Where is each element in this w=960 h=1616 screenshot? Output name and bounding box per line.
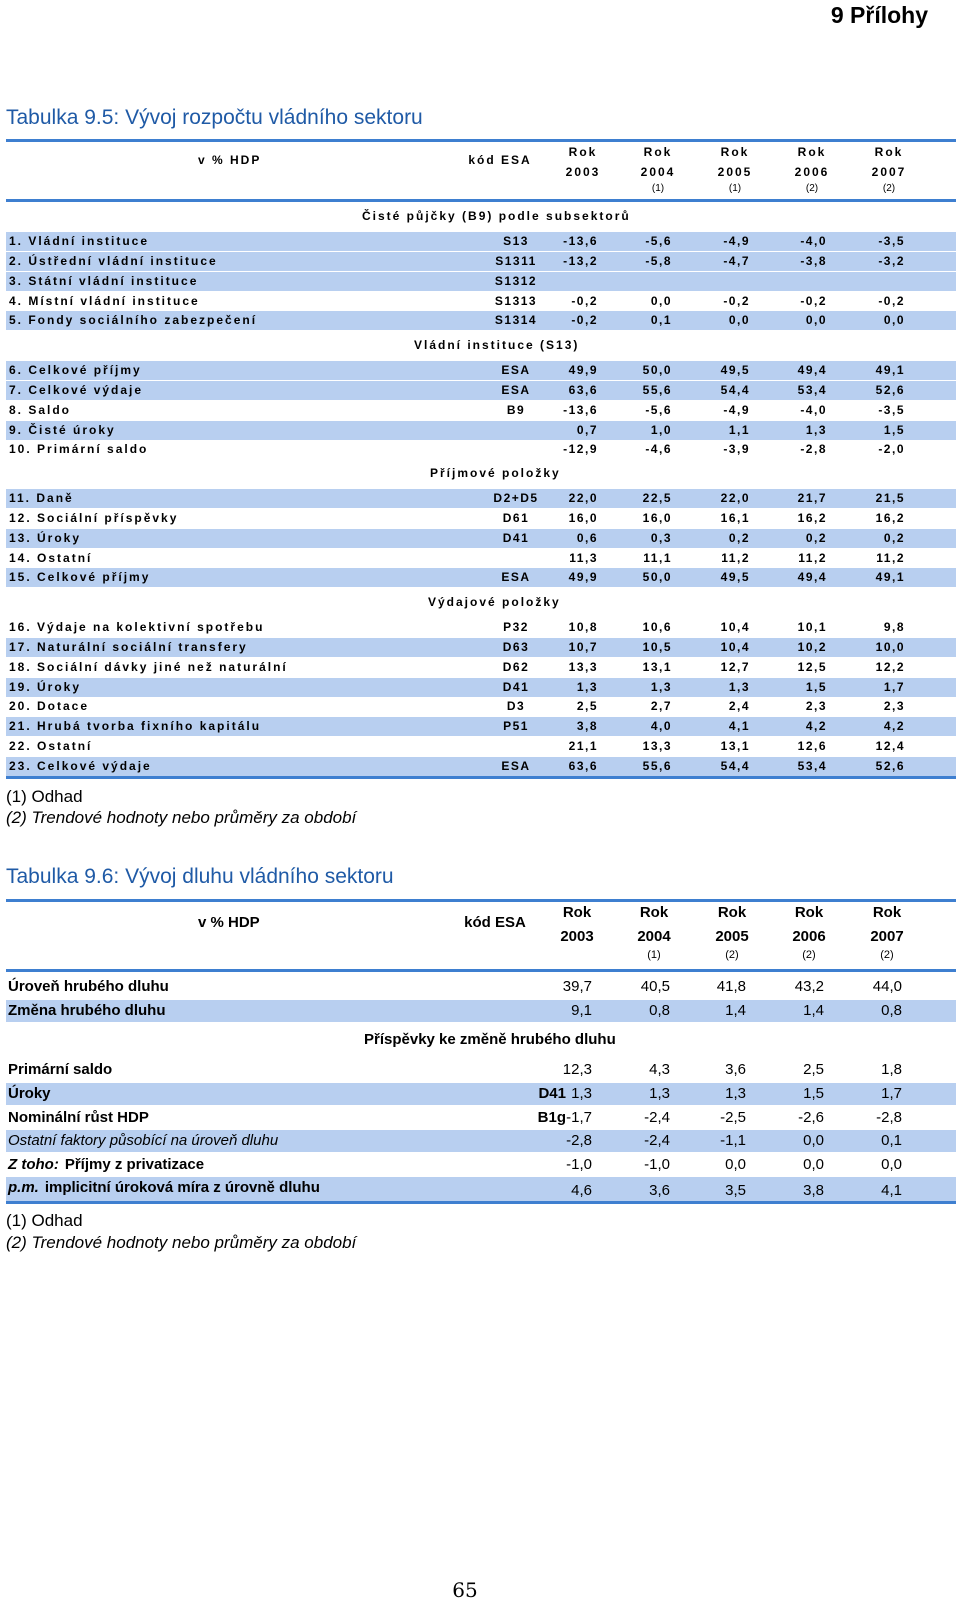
row-value: 2,5 [803, 1061, 824, 1078]
row-esa-code: S1314 [494, 313, 538, 328]
row-value: 4,1 [728, 719, 750, 734]
row-value: 2,3 [805, 699, 827, 714]
year-rok-label: Rok [794, 904, 824, 921]
row-value: 0,8 [881, 1001, 902, 1019]
row-value: 3,8 [803, 1182, 824, 1199]
table-row [6, 529, 956, 548]
table-row [6, 1130, 956, 1152]
table-row [6, 1177, 956, 1201]
row-value: 53,4 [797, 758, 827, 773]
row-value: 4,6 [571, 1182, 592, 1199]
row-esa-code: P51 [503, 719, 529, 734]
row-esa-code: S1311 [495, 253, 537, 268]
row-value: 11,2 [798, 550, 827, 565]
row-label: 4. Místní vládní instituce [9, 293, 200, 308]
row-label: 1. Vládní instituce [9, 234, 150, 248]
row-value: 50,0 [642, 570, 672, 585]
row-value: -5,8 [645, 253, 672, 268]
row-value: 1,3 [728, 679, 750, 694]
row-label: Ostatní faktory působící na úroveň dluhu [8, 1132, 279, 1150]
row-value: 0,2 [728, 530, 750, 545]
row-value: 49,4 [797, 363, 827, 377]
year-rok-label: Rok [568, 145, 598, 159]
row-value: 1,4 [725, 1001, 746, 1019]
row-esa-code: ESA [501, 363, 531, 377]
row-value: 1,0 [650, 422, 672, 437]
row-value: -2,0 [878, 442, 905, 457]
row-value: 0,0 [650, 293, 672, 308]
t2-header-rule [6, 969, 956, 972]
row-value: -3,8 [800, 253, 827, 268]
row-value: 2,7 [650, 699, 672, 714]
row-value: 2,4 [728, 699, 750, 714]
table-row [6, 618, 956, 637]
table-row [6, 976, 956, 998]
section-heading-text: Vládní instituce (S13) [414, 338, 580, 352]
row-label: 22. Ostatní [9, 739, 93, 754]
row-label: Změna hrubého dluhu [8, 1001, 166, 1019]
table-row [6, 381, 956, 400]
table-row [6, 272, 956, 291]
row-value: 49,9 [568, 570, 598, 585]
row-value: -1,0 [644, 1156, 670, 1173]
row-value: -2,4 [644, 1132, 670, 1150]
row-value: 0,0 [803, 1132, 824, 1150]
row-value: -4,7 [723, 253, 750, 268]
row-value: 0,0 [883, 313, 905, 328]
row-value: 4,2 [883, 719, 905, 734]
section-heading [6, 466, 956, 486]
table-row [6, 658, 956, 677]
row-value: 1,5 [803, 1084, 824, 1102]
row-value: -3,2 [878, 253, 905, 268]
row-value: 10,8 [568, 620, 598, 634]
table-9-5-title: Tabulka 9.5: Vývoj rozpočtu vládního sektoru [6, 106, 423, 129]
table-row [6, 440, 956, 459]
row-esa-code: D62 [502, 659, 530, 674]
year-value: 2004 [640, 165, 676, 179]
table-row [6, 232, 956, 251]
t1-header-label: v % HDP [198, 153, 262, 167]
year-rok-label: Rok [639, 904, 669, 921]
year-note: (2) [882, 183, 896, 194]
table-9-5-top-rule [6, 139, 956, 142]
row-label: 10. Primární saldo [9, 442, 149, 457]
t2-footnote-1: (1) Odhad [6, 1211, 83, 1230]
row-value: 21,5 [875, 491, 905, 505]
row-value: -2,5 [720, 1108, 746, 1126]
year-note: (1) [728, 183, 742, 194]
row-label [8, 1179, 320, 1196]
row-value: 52,6 [875, 382, 905, 397]
row-value: 13,1 [642, 659, 672, 674]
row-value: 21,1 [568, 739, 598, 754]
t1-header-rule [6, 199, 956, 202]
row-value: 0,2 [883, 530, 905, 545]
row-label: 5. Fondy sociálního zabezpečení [9, 313, 258, 328]
row-value: 0,3 [650, 530, 672, 545]
section-heading-text: Příjmové položky [430, 466, 561, 480]
row-value: 12,5 [797, 659, 827, 674]
row-label: 3. Státní vládní instituce [9, 273, 199, 288]
t2-footnote-2: (2) Trendové hodnoty nebo průměry za období [6, 1233, 357, 1252]
row-esa-code: ESA [501, 570, 531, 585]
year-value: 2007 [871, 165, 907, 179]
row-value: 10,5 [642, 639, 672, 654]
row-value: -2,8 [566, 1132, 592, 1150]
row-value: 2,3 [883, 699, 905, 714]
row-esa-code: D63 [502, 639, 530, 654]
row-value: 10,6 [642, 620, 672, 634]
row-value: 9,1 [571, 1001, 592, 1019]
row-esa-code: S1312 [494, 273, 538, 288]
year-value: 2006 [794, 165, 830, 179]
year-value: 2004 [637, 928, 671, 945]
table-row [6, 1154, 956, 1176]
table-row [6, 1083, 956, 1105]
year-rok-label: Rok [717, 904, 747, 921]
row-label: 6. Celkové příjmy [9, 363, 142, 377]
table-row [6, 292, 956, 311]
row-value: -2,6 [798, 1108, 824, 1126]
page-number: 65 [452, 1578, 478, 1602]
row-value: 3,6 [649, 1182, 670, 1199]
row-value: 10,2 [797, 639, 827, 654]
row-value: 10,0 [875, 639, 905, 654]
row-value: 49,1 [875, 570, 905, 585]
chapter-heading: 9 Přílohy [830, 2, 928, 28]
row-value: -0,2 [723, 293, 750, 308]
row-value: -3,5 [878, 234, 905, 248]
row-value: 12,3 [562, 1061, 592, 1078]
row-esa-code: B1g [537, 1108, 566, 1126]
t2-header-label: v % HDP [198, 914, 260, 931]
table-row [6, 568, 956, 587]
row-value: 10,7 [568, 639, 598, 654]
row-label: 16. Výdaje na kolektivní spotřebu [9, 620, 265, 634]
year-note: (2) [805, 183, 819, 194]
row-value: -3,9 [723, 442, 750, 457]
row-label: 12. Sociální příspěvky [9, 510, 179, 525]
row-value: -13,2 [563, 253, 598, 268]
row-value: 11,2 [721, 550, 750, 565]
row-value: -2,4 [644, 1108, 670, 1126]
row-value: -0,2 [878, 293, 905, 308]
row-value: 49,5 [720, 570, 750, 585]
year-value: 2007 [870, 928, 904, 945]
row-value: 16,0 [642, 510, 672, 525]
row-value: 11,2 [876, 550, 905, 565]
row-label [8, 1156, 204, 1173]
section-heading [6, 595, 956, 615]
row-value: 54,4 [720, 758, 750, 773]
table-row [6, 361, 956, 380]
table-row [6, 311, 956, 330]
row-value: -13,6 [563, 402, 598, 417]
row-esa-code: D2+D5 [493, 491, 539, 505]
row-value: 11,3 [569, 550, 598, 565]
row-esa-code: P32 [503, 620, 529, 634]
row-esa-code: D41 [502, 679, 530, 694]
year-rok-label: Rok [797, 145, 827, 159]
row-value: 3,8 [576, 719, 598, 734]
row-value: 53,4 [797, 382, 827, 397]
row-esa-code: S1313 [494, 293, 538, 308]
year-rok-label: Rok [720, 145, 750, 159]
year-note: (2) [802, 949, 816, 961]
year-note: (2) [725, 949, 739, 961]
row-value: 41,8 [716, 978, 746, 995]
row-label: 9. Čisté úroky [9, 422, 116, 437]
row-value: 21,7 [797, 491, 827, 505]
row-value: 10,4 [720, 639, 750, 654]
row-value: -0,2 [571, 293, 598, 308]
row-value: 10,1 [797, 620, 827, 634]
table-row [6, 1000, 956, 1022]
row-value: 55,6 [642, 382, 672, 397]
row-label-text: Příjmy z privatizace [64, 1156, 205, 1173]
row-value: 22,0 [720, 491, 750, 505]
row-value: 1,3 [649, 1084, 670, 1102]
row-label: 7. Celkové výdaje [9, 382, 144, 397]
row-value: 3,6 [725, 1061, 746, 1078]
row-value: -5,6 [645, 234, 672, 248]
row-value: 1,3 [805, 422, 827, 437]
row-value: 12,7 [720, 659, 750, 674]
row-value: 13,3 [642, 739, 672, 754]
table-row [6, 401, 956, 420]
row-value: 4,1 [881, 1182, 902, 1199]
row-value: 1,4 [803, 1001, 824, 1019]
table-row [6, 638, 956, 657]
row-value: 40,5 [640, 978, 670, 995]
row-value: 13,3 [568, 659, 598, 674]
row-value: -0,2 [571, 313, 598, 328]
row-value: 0,8 [649, 1001, 670, 1019]
row-esa-code: S13 [503, 234, 529, 248]
row-value: 11,1 [643, 550, 672, 565]
row-prefix: p.m. [8, 1179, 39, 1196]
year-rok-label: Rok [874, 145, 904, 159]
row-esa-code: D61 [502, 510, 530, 525]
row-label-text: implicitní úroková míra z úrovně dluhu [44, 1179, 320, 1196]
row-label: Úroveň hrubého dluhu [8, 978, 169, 995]
row-value: 16,2 [797, 510, 827, 525]
table-row [6, 697, 956, 716]
t1-bottom-rule [6, 776, 956, 779]
row-value: -4,0 [800, 234, 827, 248]
row-value: 16,0 [568, 510, 598, 525]
row-label: 8. Saldo [9, 402, 72, 417]
row-label: 19. Úroky [9, 679, 82, 694]
table-9-6-title: Tabulka 9.6: Vývoj dluhu vládního sektoru [6, 865, 394, 888]
row-value: 12,2 [875, 659, 905, 674]
row-value: 0,0 [881, 1156, 902, 1173]
table-row [6, 1059, 956, 1081]
t2-bottom-rule [6, 1201, 956, 1204]
row-value: -0,2 [800, 293, 827, 308]
row-value: 0,6 [576, 530, 598, 545]
row-value: 0,0 [728, 313, 750, 328]
t1-footnote-1: (1) Odhad [6, 787, 83, 806]
row-value: -4,6 [645, 442, 672, 457]
row-value: 49,5 [720, 363, 750, 377]
row-esa-code: D41 [502, 530, 530, 545]
row-value: 44,0 [872, 978, 902, 995]
row-value: 39,7 [562, 978, 592, 995]
row-label: 20. Dotace [9, 699, 90, 714]
year-value: 2005 [715, 928, 749, 945]
row-value: 54,4 [720, 382, 750, 397]
row-label: 2. Ústřední vládní instituce [9, 253, 218, 268]
row-value: -2,8 [800, 442, 827, 457]
row-value: 49,1 [875, 363, 905, 377]
year-value: 2005 [717, 165, 753, 179]
row-value: 55,6 [642, 758, 672, 773]
row-label: 14. Ostatní [9, 550, 93, 565]
row-value: 4,0 [650, 719, 672, 734]
table-row [6, 549, 956, 568]
row-value: -4,0 [800, 402, 827, 417]
row-value: -13,6 [563, 234, 598, 248]
row-value: 1,3 [650, 679, 672, 694]
row-value: 1,3 [571, 1084, 592, 1102]
row-value: 1,1 [728, 422, 750, 437]
year-note: (2) [880, 949, 894, 961]
table-9-6-top-rule [6, 899, 956, 902]
row-value: 9,8 [883, 620, 905, 634]
row-value: 0,0 [805, 313, 827, 328]
row-value: -1,0 [566, 1156, 592, 1173]
year-rok-label: Rok [643, 145, 673, 159]
section-heading: Příspěvky ke změně hrubého dluhu [364, 1031, 616, 1048]
row-value: -4,9 [723, 234, 750, 248]
row-label: 11. Daně [9, 491, 74, 505]
year-value: 2003 [560, 928, 594, 945]
row-label: Primární saldo [8, 1061, 113, 1078]
year-value: 2006 [792, 928, 826, 945]
row-value: -1,7 [566, 1108, 592, 1126]
row-label: 15. Celkové příjmy [9, 570, 151, 585]
table-row [6, 717, 956, 736]
row-value: 4,2 [805, 719, 827, 734]
row-label: 21. Hrubá tvorba fixního kapitálu [9, 719, 262, 734]
row-value: 1,7 [883, 679, 905, 694]
row-label: 23. Celkové výdaje [9, 758, 152, 773]
row-value: -2,8 [876, 1108, 902, 1126]
table-row [6, 678, 956, 697]
row-value: 0,1 [881, 1132, 902, 1150]
year-note: (1) [651, 183, 665, 194]
row-value: -1,1 [720, 1132, 746, 1150]
t1-header-code: kód ESA [468, 153, 532, 167]
row-value: -5,6 [645, 402, 672, 417]
year-note: (1) [647, 949, 661, 961]
row-value: 12,4 [875, 739, 905, 754]
row-value: 12,6 [797, 739, 827, 754]
year-value: 2003 [565, 165, 601, 179]
row-value: 43,2 [794, 978, 824, 995]
t1-footnote-2: (2) Trendové hodnoty nebo průměry za období [6, 808, 357, 827]
row-esa-code: D3 [506, 699, 526, 714]
row-value: 2,5 [576, 699, 598, 714]
row-esa-code: D41 [538, 1084, 566, 1102]
row-label: 13. Úroky [9, 530, 82, 545]
row-value: 0,1 [650, 313, 672, 328]
table-row [6, 1107, 956, 1129]
row-value: 3,5 [725, 1182, 746, 1199]
row-value: 16,2 [875, 510, 905, 525]
table-row [6, 737, 956, 756]
row-value: 22,5 [642, 491, 672, 505]
table-row [6, 509, 956, 528]
row-value: 50,0 [642, 363, 672, 377]
row-value: -4,9 [723, 402, 750, 417]
t2-header-code: kód ESA [464, 914, 526, 931]
section-heading [6, 338, 956, 358]
row-value: 0,2 [805, 530, 827, 545]
row-value: 1,8 [881, 1061, 902, 1078]
row-value: 13,1 [720, 739, 750, 754]
year-rok-label: Rok [872, 904, 902, 921]
row-esa-code: ESA [501, 758, 531, 773]
section-heading-text: Výdajové položky [428, 595, 561, 609]
row-label: Úroky [8, 1084, 51, 1102]
row-value: 4,3 [649, 1061, 670, 1078]
table-row [6, 757, 956, 776]
row-value: 1,5 [883, 422, 905, 437]
row-esa-code: ESA [501, 382, 531, 397]
row-value: 1,5 [805, 679, 827, 694]
table-row [6, 252, 956, 271]
row-value: -3,5 [878, 402, 905, 417]
row-prefix: Z toho: [8, 1156, 59, 1173]
row-value: 16,1 [720, 510, 750, 525]
row-value: 22,0 [568, 491, 598, 505]
row-value: 1,3 [725, 1084, 746, 1102]
row-label: 17. Naturální sociální transfery [9, 639, 248, 654]
row-value: 0,0 [803, 1156, 824, 1173]
section-heading [6, 209, 956, 229]
row-value: 1,7 [881, 1084, 902, 1102]
row-esa-code: B9 [506, 402, 526, 417]
row-value: 63,6 [568, 382, 598, 397]
row-value: -12,9 [563, 442, 598, 457]
row-value: 49,9 [568, 363, 598, 377]
row-value: 49,4 [797, 570, 827, 585]
row-value: 10,4 [720, 620, 750, 634]
row-value: 0,0 [725, 1156, 746, 1173]
section-heading-text: Čisté půjčky (B9) podle subsektorů [362, 209, 631, 223]
row-value: 0,7 [576, 422, 598, 437]
row-label: Nominální růst HDP [8, 1108, 149, 1126]
row-value: 63,6 [568, 758, 598, 773]
row-label: 18. Sociální dávky jiné než naturální [9, 659, 288, 674]
row-value: 52,6 [875, 758, 905, 773]
table-row [6, 489, 956, 508]
row-value: 1,3 [576, 679, 598, 694]
year-rok-label: Rok [562, 904, 592, 921]
table-row [6, 421, 956, 440]
